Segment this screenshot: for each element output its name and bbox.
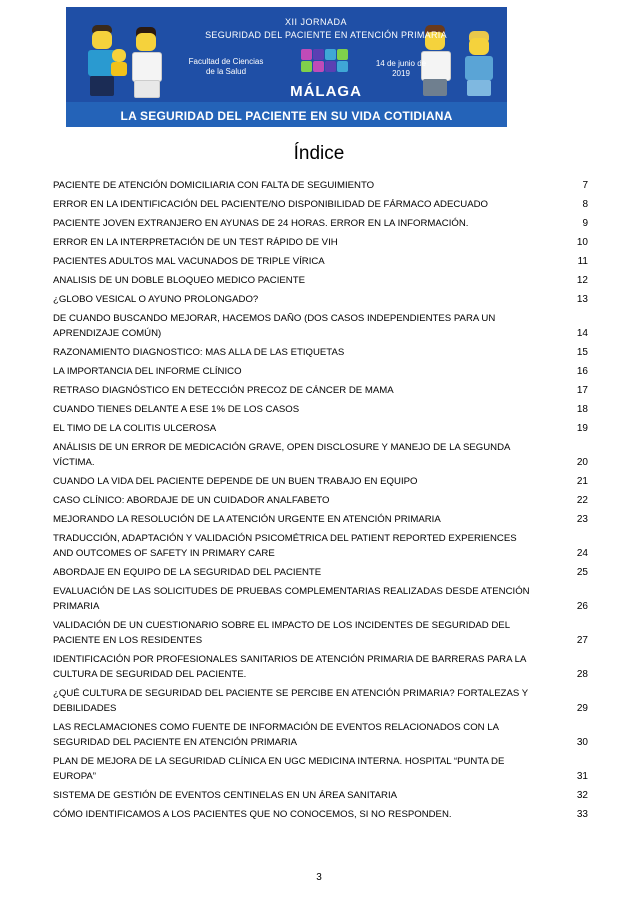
toc-entry-page: 8 bbox=[582, 199, 588, 210]
toc-entry[interactable] bbox=[53, 254, 588, 269]
toc-entry-page: 18 bbox=[576, 404, 588, 415]
toc-entry-title: ANALISIS DE UN DOBLE BLOQUEO MEDICO PACIENTE bbox=[53, 275, 305, 286]
toc-entry-page: 29 bbox=[576, 703, 588, 714]
toc-entry[interactable] bbox=[53, 565, 588, 580]
toc-entry-title: MEJORANDO LA RESOLUCIÓN DE LA ATENCIÓN URGENTE EN ATENCIÓN PRIMARIA bbox=[53, 514, 441, 525]
toc-entry[interactable] bbox=[53, 652, 588, 682]
toc-entry[interactable] bbox=[53, 474, 588, 489]
toc-entry-title: PLAN DE MEJORA DE LA SEGURIDAD CLÍNICA EN UGC MEDICINA INTERNA. HOSPITAL “PUNTA DE EUROPA” bbox=[53, 756, 505, 782]
toc-entry-page: 9 bbox=[582, 218, 588, 229]
toc-entry-page: 24 bbox=[576, 548, 588, 559]
toc-entry[interactable] bbox=[53, 364, 588, 379]
toc-entry-title: PACIENTES ADULTOS MAL VACUNADOS DE TRIPLE VÍRICA bbox=[53, 256, 325, 267]
toc-entry-page: 32 bbox=[576, 790, 588, 801]
toc-entry-page: 20 bbox=[576, 457, 588, 468]
toc-entry-page: 14 bbox=[576, 328, 588, 339]
toc-entry-page: 17 bbox=[576, 385, 588, 396]
page-title: Índice bbox=[293, 143, 345, 164]
toc-entry-page: 25 bbox=[576, 567, 588, 578]
toc-entry-page: 26 bbox=[576, 601, 588, 612]
toc-entry-page: 12 bbox=[576, 275, 588, 286]
banner-edition: XII JORNADA bbox=[284, 17, 347, 27]
toc-entry-title: ¿GLOBO VESICAL O AYUNO PROLONGADO? bbox=[53, 294, 259, 305]
toc-entry-page: 10 bbox=[576, 237, 588, 248]
toc-entry[interactable] bbox=[53, 686, 588, 716]
conference-logo-icon bbox=[301, 49, 347, 73]
toc-entry-page: 23 bbox=[576, 514, 588, 525]
toc-entry-title: CÓMO IDENTIFICAMOS A LOS PACIENTES QUE NO CONOCEMOS, SI NO RESPONDEN. bbox=[53, 809, 452, 820]
toc-entry[interactable] bbox=[53, 345, 588, 360]
toc-entry-page: 13 bbox=[576, 294, 588, 305]
toc-entry-title: CUANDO TIENES DELANTE A ESE 1% DE LOS CASOS bbox=[53, 404, 300, 415]
toc-entry-title: VALIDACIÓN DE UN CUESTIONARIO SOBRE EL IMPACTO DE LOS INCIDENTES DE SEGURIDAD DEL PACIENTE EN LOS RESIDENTES bbox=[53, 620, 510, 646]
toc-entry[interactable] bbox=[53, 311, 588, 341]
toc-entry-title: RAZONAMIENTO DIAGNOSTICO: MAS ALLA DE LAS ETIQUETAS bbox=[53, 347, 345, 358]
page-number: 3 bbox=[316, 872, 322, 883]
toc-entry-title: EL TIMO DE LA COLITIS ULCEROSA bbox=[53, 423, 217, 434]
toc-entry-title: ¿QUÉ CULTURA DE SEGURIDAD DEL PACIENTE SE PERCIBE EN ATENCIÓN PRIMARIA? FORTALEZAS Y DEBILIDADES bbox=[53, 688, 528, 714]
lego-family-figure-icon bbox=[84, 25, 164, 100]
toc-entry-page: 22 bbox=[576, 495, 588, 506]
header-banner bbox=[66, 7, 507, 127]
toc-entry[interactable] bbox=[53, 197, 588, 212]
toc-entry-title: IDENTIFICACIÓN POR PROFESIONALES SANITARIOS DE ATENCIÓN PRIMARIA DE BARRERAS PARA LA CULTURA DE SEGURIDAD DEL PACIENTE. bbox=[53, 654, 526, 680]
toc-entry[interactable] bbox=[53, 440, 588, 470]
toc-entry-page: 28 bbox=[576, 669, 588, 680]
toc-entry-page: 11 bbox=[577, 256, 588, 267]
toc-entry-title: ABORDAJE EN EQUIPO DE LA SEGURIDAD DEL PACIENTE bbox=[53, 567, 322, 578]
toc-entry-title: DE CUANDO BUSCANDO MEJORAR, HACEMOS DAÑO (DOS CASOS INDEPENDIENTES PARA UN APRENDIZAJE COMÚN) bbox=[53, 313, 496, 339]
toc-entry[interactable] bbox=[53, 178, 588, 193]
toc-entry-title: EVALUACIÓN DE LAS SOLICITUDES DE PRUEBAS COMPLEMENTARIAS REALIZADAS DESDE ATENCIÓN PRIMARIA bbox=[53, 586, 530, 612]
toc-entry[interactable] bbox=[53, 216, 588, 231]
banner-faculty: Facultad de Ciencias de la Salud bbox=[188, 57, 264, 76]
toc-entry[interactable] bbox=[53, 402, 588, 417]
toc-entry[interactable] bbox=[53, 788, 588, 803]
toc-entry[interactable] bbox=[53, 292, 588, 307]
toc-entry-page: 31 bbox=[576, 771, 588, 782]
toc-entry-page: 16 bbox=[576, 366, 588, 377]
toc-entry-page: 27 bbox=[576, 635, 588, 646]
toc-entry-title: PACIENTE JOVEN EXTRANJERO EN AYUNAS DE 24 HORAS. ERROR EN LA INFORMACIÓN. bbox=[53, 218, 469, 229]
toc-entry-title: TRADUCCIÓN, ADAPTACIÓN Y VALIDACIÓN PSICOMÉTRICA DEL PATIENT REPORTED EXPERIENCES AND OUTCOMES OF SAFETY IN PRIMARY CARE bbox=[53, 533, 517, 559]
toc-entry-title: CASO CLÍNICO: ABORDAJE DE UN CUIDADOR ANALFABETO bbox=[53, 495, 330, 506]
toc-entry[interactable] bbox=[53, 421, 588, 436]
toc-entry[interactable] bbox=[53, 584, 588, 614]
toc-entry[interactable] bbox=[53, 493, 588, 508]
toc-entry[interactable] bbox=[53, 807, 588, 822]
toc-entry[interactable] bbox=[53, 720, 588, 750]
toc-entry-page: 19 bbox=[576, 423, 588, 434]
toc-entry-page: 21 bbox=[576, 476, 588, 487]
toc-entry[interactable] bbox=[53, 383, 588, 398]
toc-entry[interactable] bbox=[53, 531, 588, 561]
toc-entry-title: ANÁLISIS DE UN ERROR DE MEDICACIÓN GRAVE, OPEN DISCLOSURE Y MANEJO DE LA SEGUNDA VÍCTIMA. bbox=[53, 442, 510, 468]
toc-entry[interactable] bbox=[53, 754, 588, 784]
toc-entry-title: ERROR EN LA IDENTIFICACIÓN DEL PACIENTE/NO DISPONIBILIDAD DE FÁRMACO ADECUADO bbox=[53, 199, 488, 210]
toc-entry-title: ERROR EN LA INTERPRETACIÓN DE UN TEST RÁPIDO DE VIH bbox=[53, 237, 338, 248]
toc-entry-title: RETRASO DIAGNÓSTICO EN DETECCIÓN PRECOZ DE CÁNCER DE MAMA bbox=[53, 385, 394, 396]
banner-tagline: LA SEGURIDAD DEL PACIENTE EN SU VIDA COTIDIANA bbox=[120, 109, 453, 123]
toc-entry-page: 30 bbox=[576, 737, 588, 748]
toc-entry[interactable] bbox=[53, 273, 588, 288]
toc-entry-page: 7 bbox=[582, 180, 588, 191]
toc-entry-title: LA IMPORTANCIA DEL INFORME CLÍNICO bbox=[53, 366, 242, 377]
banner-city: MÁLAGA bbox=[290, 83, 362, 100]
toc-entry-title: PACIENTE DE ATENCIÓN DOMICILIARIA CON FALTA DE SEGUIMIENTO bbox=[53, 180, 375, 191]
banner-event-title: SEGURIDAD DEL PACIENTE EN ATENCIÓN PRIMARIA bbox=[205, 30, 447, 40]
toc-entry-title: CUANDO LA VIDA DEL PACIENTE DEPENDE DE UN BUEN TRABAJO EN EQUIPO bbox=[53, 476, 418, 487]
table-of-contents bbox=[53, 178, 588, 826]
toc-entry-title: SISTEMA DE GESTIÓN DE EVENTOS CENTINELAS EN UN ÁREA SANITARIA bbox=[53, 790, 398, 801]
banner-date: 14 de junio de 2019 bbox=[375, 59, 427, 78]
toc-entry-page: 33 bbox=[576, 809, 588, 820]
toc-entry-title: LAS RECLAMACIONES COMO FUENTE DE INFORMACIÓN DE EVENTOS RELACIONADOS CON LA SEGURIDAD DEL PACIENTE EN ATENCIÓN PRIMARIA bbox=[53, 722, 499, 748]
toc-entry-page: 15 bbox=[576, 347, 588, 358]
toc-entry[interactable] bbox=[53, 235, 588, 250]
toc-entry[interactable] bbox=[53, 618, 588, 648]
toc-entry[interactable] bbox=[53, 512, 588, 527]
